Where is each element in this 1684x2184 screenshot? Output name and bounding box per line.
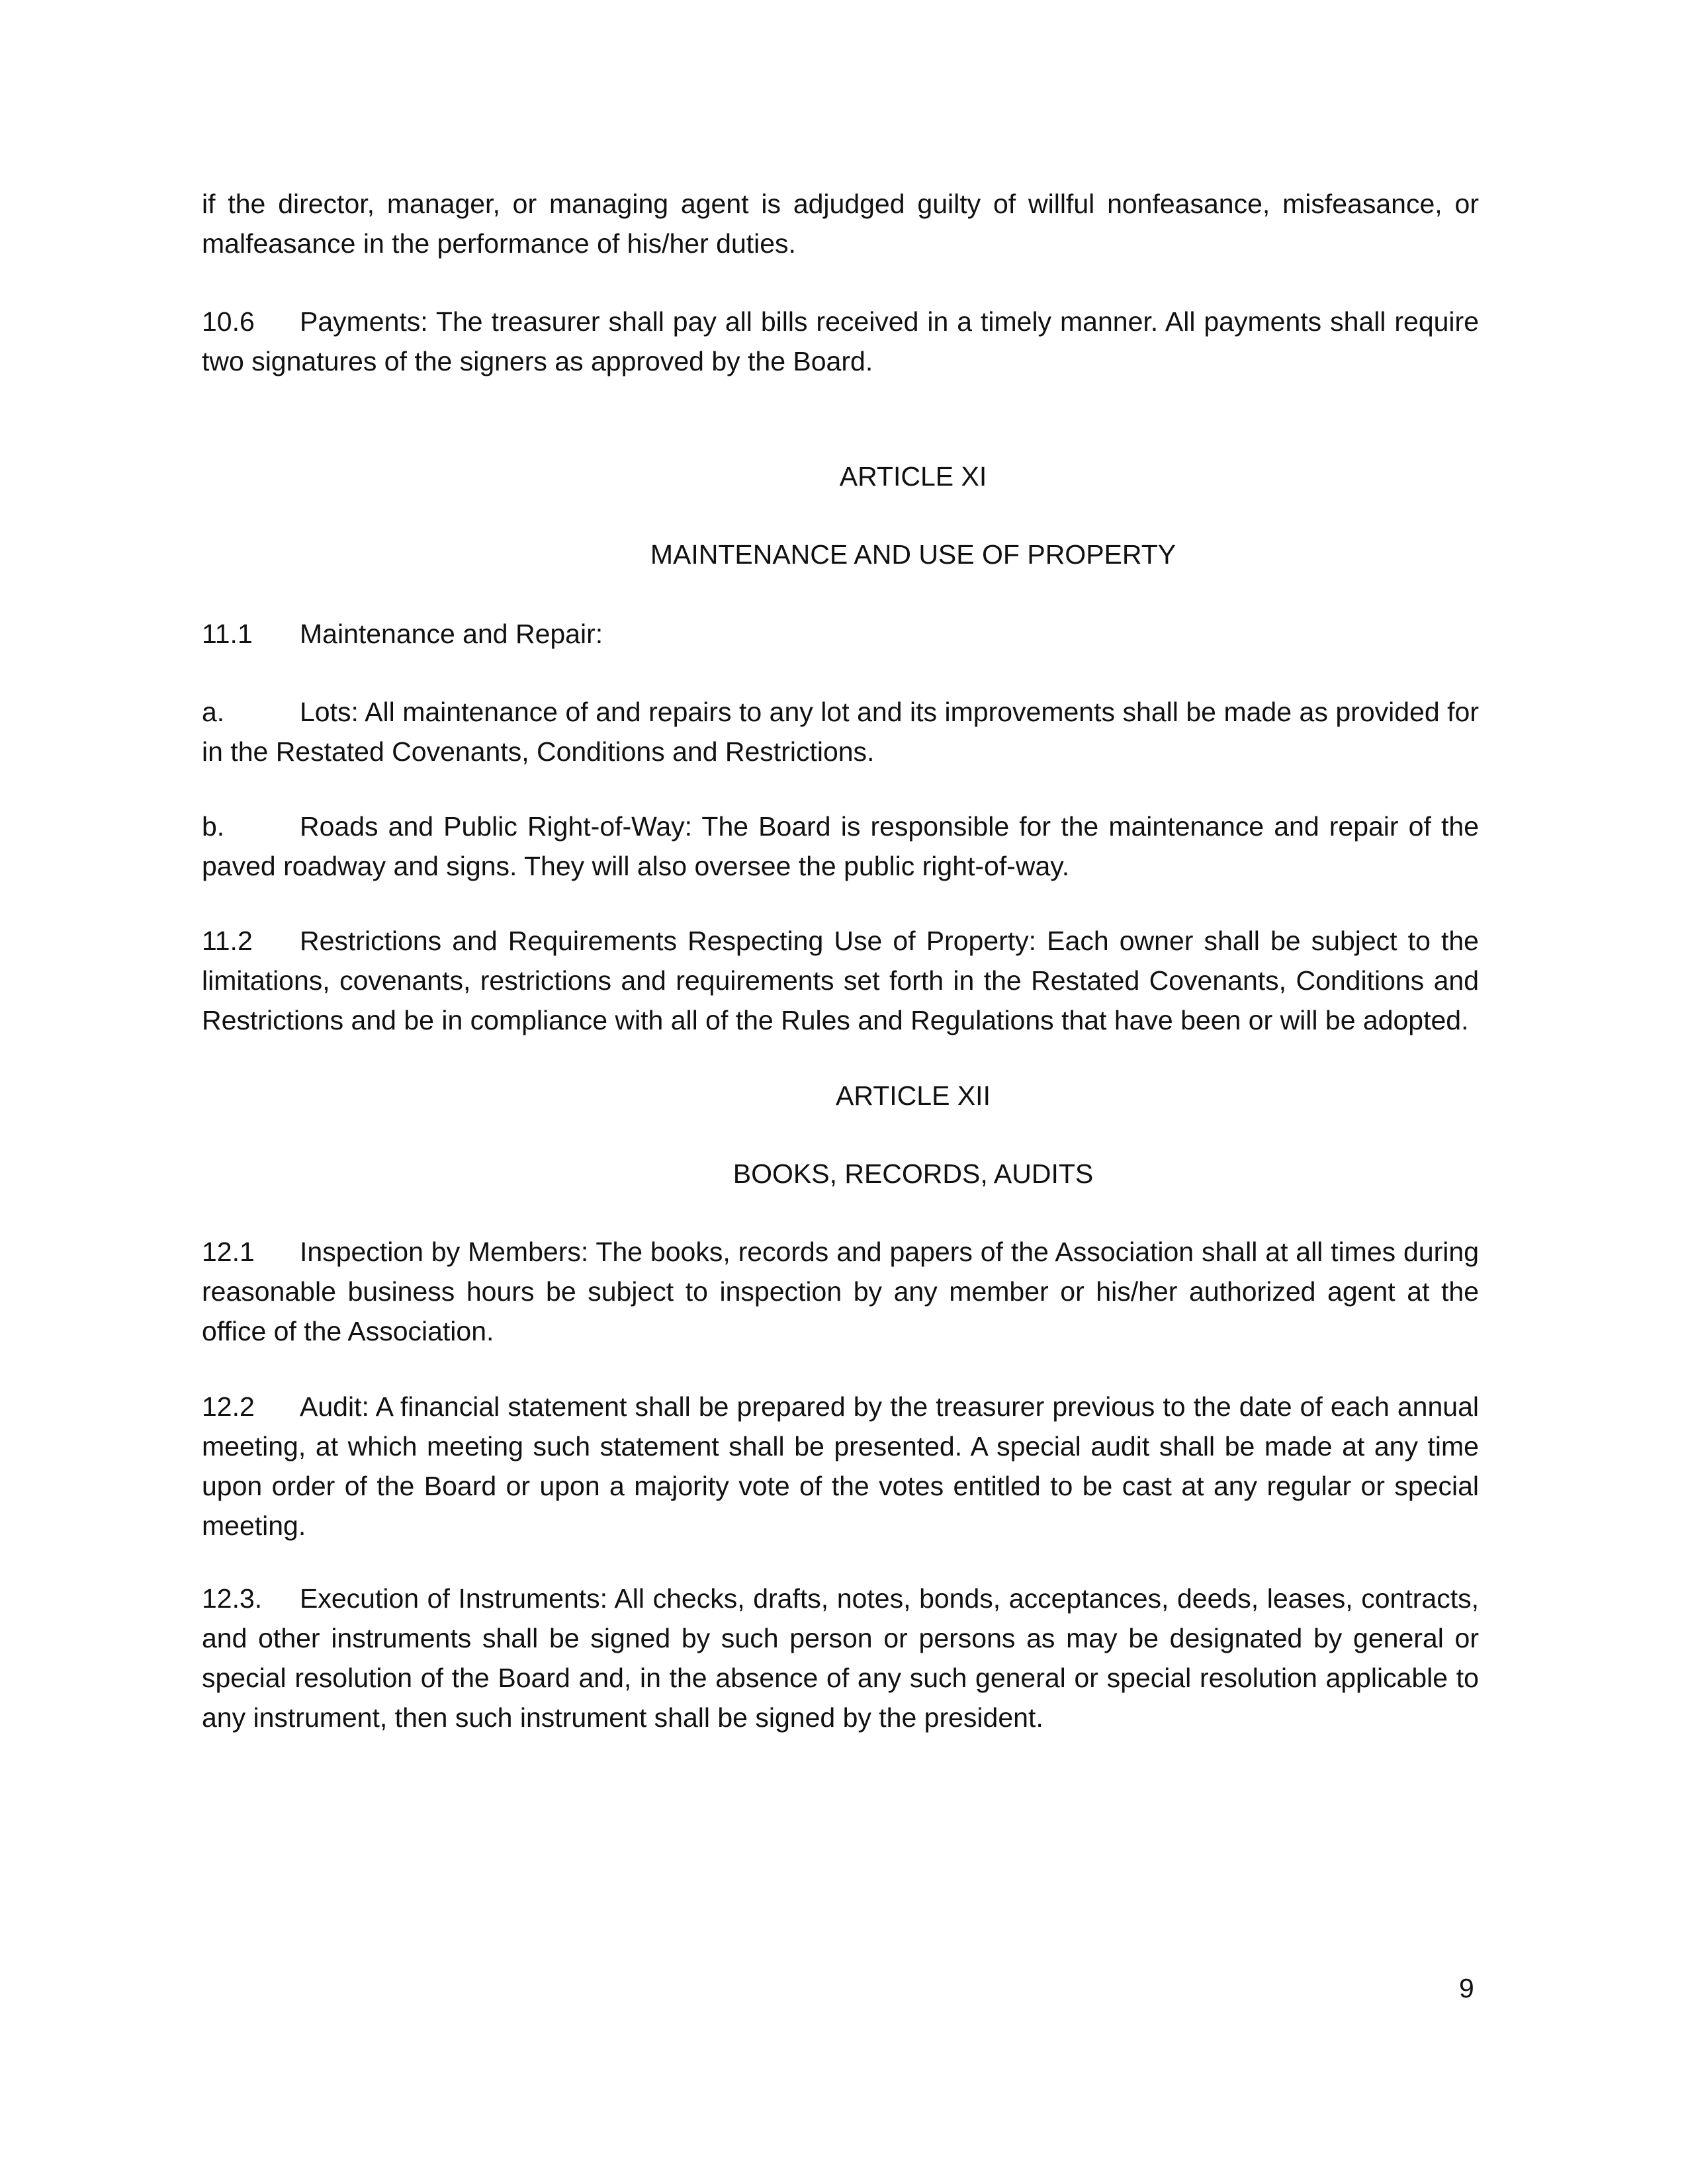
paragraph-text: Inspection by Members: The books, records and papers of the Association shall at all times during reasonable business hours be subject to inspection by any member or his/her authorized agent at the office of the Association. (202, 1237, 1479, 1346)
paragraph-11-1 (202, 614, 1479, 654)
paragraph-10-6 (202, 302, 1479, 381)
section-number: 11.2 (202, 926, 253, 956)
paragraph-text: if the director, manager, or managing agent is adjudged guilty of willful nonfeasance, misfeasance, or malfeasance in the performance of his/her duties. (202, 189, 1479, 259)
section-number: 10.6 (202, 306, 255, 337)
section-number: 12.1 (202, 1237, 255, 1267)
paragraph-12-1 (202, 1232, 1479, 1351)
article-xi-label: ARTICLE XI (839, 461, 987, 492)
paragraph-text: Lots: All maintenance of and repairs to any lot and its improvements shall be made as provided for in the Restated Covenants, Conditions and Restrictions. (202, 697, 1479, 767)
paragraph-11-2 (202, 921, 1479, 1040)
paragraph-text: Audit: A financial statement shall be prepared by the treasurer previous to the date of each annual meeting, at which meeting such statement shall be presented. A special audit shall be made at any time upon order of the Board or upon a majority vote of the votes entitled to be cast at any regular or special meeting. (202, 1391, 1479, 1541)
paragraph-10-5-continuation (202, 184, 1479, 263)
paragraph-11-1-a (202, 692, 1479, 771)
article-xi-title: MAINTENANCE AND USE OF PROPERTY (650, 539, 1176, 570)
paragraph-11-1-b (202, 807, 1479, 886)
section-number: 12.2 (202, 1391, 255, 1422)
paragraph-12-2 (202, 1387, 1479, 1546)
paragraph-12-3 (202, 1579, 1479, 1737)
paragraph-text: Restrictions and Requirements Respecting Use of Property: Each owner shall be subject to the limitations, covenants, restrictions and requirements set forth in the Restated Covenants, Conditions and Restrictions and be in compliance with all of the Rules and Regulations that have been or will be adopted. (202, 926, 1479, 1035)
section-number: 11.1 (202, 619, 253, 649)
page-number: 9 (1459, 1973, 1474, 2003)
paragraph-text: Roads and Public Right-of-Way: The Board is responsible for the maintenance and repair of the paved roadway and signs. They will also oversee the public right-of-way. (202, 811, 1479, 881)
paragraph-text: Execution of Instruments: All checks, drafts, notes, bonds, acceptances, deeds, leases, contracts, and other instruments shall be signed by such person or persons as may be designated by general or special resolution of the Board and, in the absence of any such general or special resolution applicable to any instrument, then such instrument shall be signed by the president. (202, 1583, 1479, 1733)
paragraph-text: Payments: The treasurer shall pay all bills received in a timely manner. All payments shall require two signatures of the signers as approved by the Board. (202, 306, 1479, 376)
item-letter: a. (202, 697, 225, 727)
section-number: 12.3. (202, 1583, 263, 1614)
item-letter: b. (202, 811, 225, 842)
paragraph-text: Maintenance and Repair: (300, 619, 603, 649)
article-xii-label: ARTICLE XII (836, 1080, 991, 1111)
article-xii-title: BOOKS, RECORDS, AUDITS (732, 1158, 1094, 1189)
